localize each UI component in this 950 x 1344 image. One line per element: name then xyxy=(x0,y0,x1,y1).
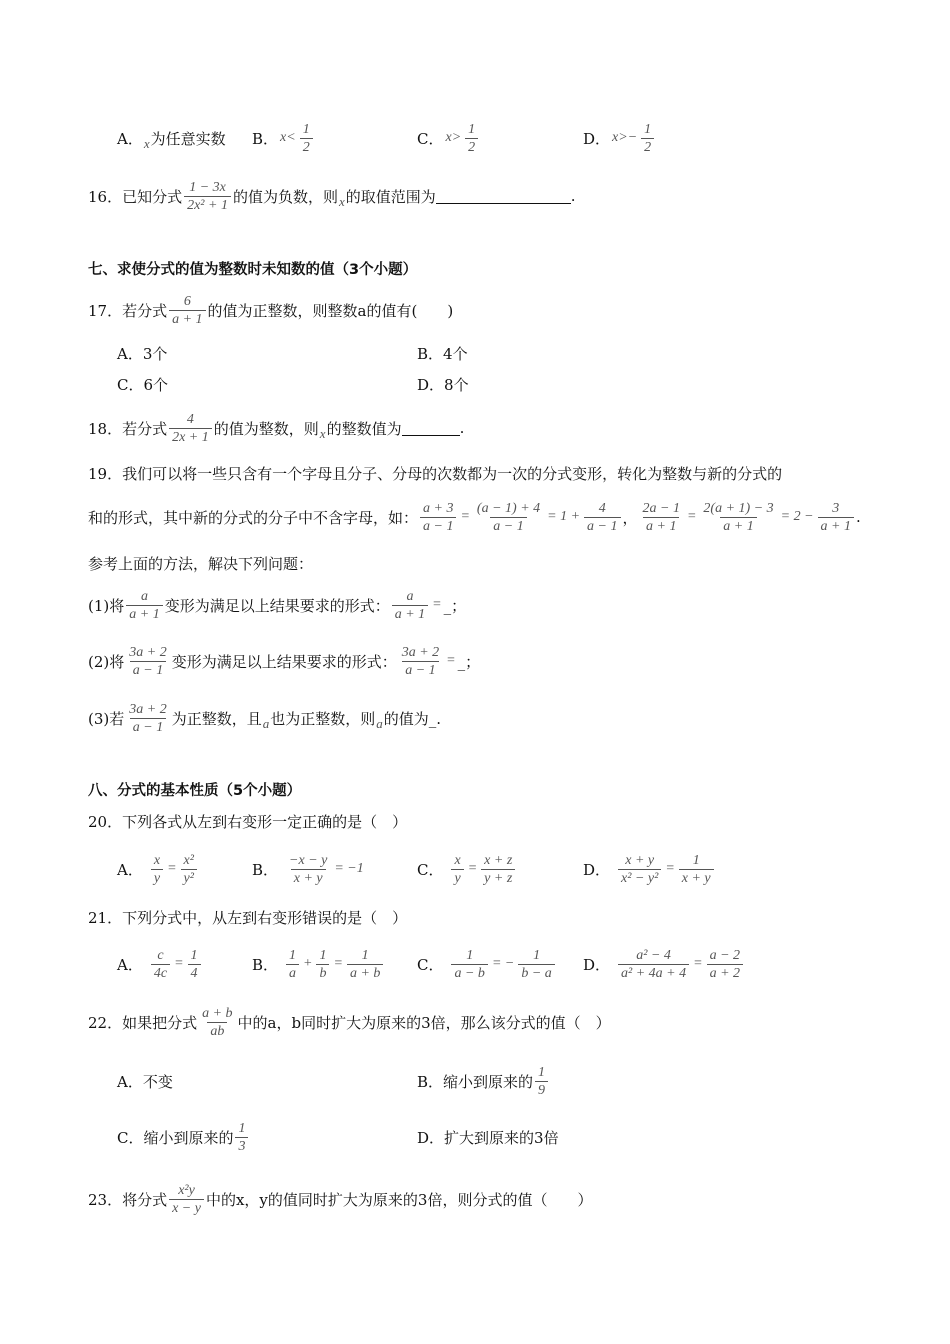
question-18: 18．若分式 $\frac{4}{2x + 1}$ 的值为整数，则 x 的整数值为 . xyxy=(88,411,465,445)
q17-option-b: B．4个 xyxy=(417,344,468,363)
q21-option-b: B． $\frac{1}{a}$ + $\frac{1}{b}$ = $\frac{1}{a + b}$ xyxy=(252,943,385,985)
q20-option-b: B． $\frac{-x - y}{x + y}$ = −1 xyxy=(252,852,364,886)
question-19-line-2: 和的形式，其中新的分式的分子中不含字母，如： $\frac{a + 3}{a - 1}$ = $\frac{(a - 1) + 4}{a - 1}$ = 1 + $\frac{4}{a - 1}$ ， $\frac{2a - 1}{a + 1}$ = $\frac{2(a + 1) - 3}{a + 1}$ = 2 − $\frac{3}{a + 1}$ . xyxy=(88,500,861,534)
q22-option-b: B．缩小到原来的 $\frac{1}{9}$ xyxy=(417,1060,550,1102)
q21-option-a: A． $\frac{c}{4c}$ = $\frac{1}{4}$ xyxy=(117,943,203,985)
question-19-line-1: 19．我们可以将一些只含有一个字母且分子、分母的次数都为一次的分式变形，转化为整数与新的分式的 xyxy=(88,464,783,483)
q22-option-a: A．不变 xyxy=(117,1072,173,1091)
q15-option-b: B． x< $\frac{1}{2}$ xyxy=(252,118,315,158)
q15-option-d: D． x>− $\frac{1}{2}$ xyxy=(583,118,656,158)
var-x: x xyxy=(143,136,150,151)
q21-option-c: C． $\frac{1}{a - b}$ = − $\frac{1}{b - a}$ xyxy=(417,943,557,985)
q17-option-d: D．8个 xyxy=(417,375,469,394)
question-19-line-3: 参考上面的方法，解决下列问题： xyxy=(88,554,314,573)
q17-option-c: C．6个 xyxy=(117,375,169,394)
question-20-stem: 20．下列各式从左到右变形一定正确的是（ ） xyxy=(88,812,408,831)
q20-option-a: A． $\frac{x}{y}$ = $\frac{\text{x²}}{\text{y²}}$ xyxy=(117,848,199,890)
question-16: 16．已知分式 $\frac{1 - 3x}{\text{2x² + 1}}$ 的值为负数，则 x 的取值范围为 . xyxy=(88,179,576,213)
section-8-title: 八、分式的基本性质（5个小题） xyxy=(88,782,302,799)
q22-option-c: C．缩小到原来的 $\frac{1}{3}$ xyxy=(117,1116,250,1158)
question-19-part-3: (3)若 $\frac{3a + 2}{a - 1}$ 为正整数，且 a 也为正整数，则 a 的值为_. xyxy=(88,701,442,735)
section-7-title: 七、求使分式的值为整数时未知数的值（3个小题） xyxy=(88,261,418,278)
answer-blank[interactable] xyxy=(402,421,460,436)
q15-option-c: C． x> $\frac{1}{2}$ xyxy=(417,118,480,158)
q17-option-a: A．3个 xyxy=(117,344,168,363)
question-17: 17．若分式 $\frac{6}{a + 1}$ 的值为正整数，则整数a的值有( ) xyxy=(88,293,454,327)
question-21-stem: 21．下列分式中，从左到右变形错误的是（ ） xyxy=(88,908,408,927)
question-22: 22．如果把分式 $\frac{a + b}{ab}$ 中的a，b同时扩大为原来的3倍，那么该分式的值（ ） xyxy=(88,1005,611,1039)
answer-blank[interactable] xyxy=(436,189,571,204)
q20-option-d: D． $\frac{x + y}{\text{x² − y²}}$ = $\frac{1}{x + y}$ xyxy=(583,848,716,890)
q20-option-c: C． $\frac{x}{y}$ = $\frac{x + z}{y + z}$ xyxy=(417,848,517,890)
q22-option-d: D．扩大到原来的3倍 xyxy=(417,1128,559,1147)
question-23: 23．将分式 $\frac{\text{x²y}}{x - y}$ 中的x，y的值同时扩大为原来的3倍，则分式的值（ ） xyxy=(88,1182,593,1216)
q15-option-a: A． x 为任意实数 xyxy=(117,129,226,151)
question-19-part-2: (2)将 $\frac{3a + 2}{a - 1}$ 变形为满足以上结果要求的形式： $\frac{3a + 2}{a - 1}$ = _； xyxy=(88,644,481,678)
question-19-part-1: (1)将 $\frac{a}{a + 1}$ 变形为满足以上结果要求的形式： $\frac{a}{a + 1}$ = _； xyxy=(88,588,467,622)
q21-option-d: D． $\frac{\text{a² − 4}}{\text{a² + 4a + 4}}$ = $\frac{a - 2}{a + 2}$ xyxy=(583,943,745,985)
